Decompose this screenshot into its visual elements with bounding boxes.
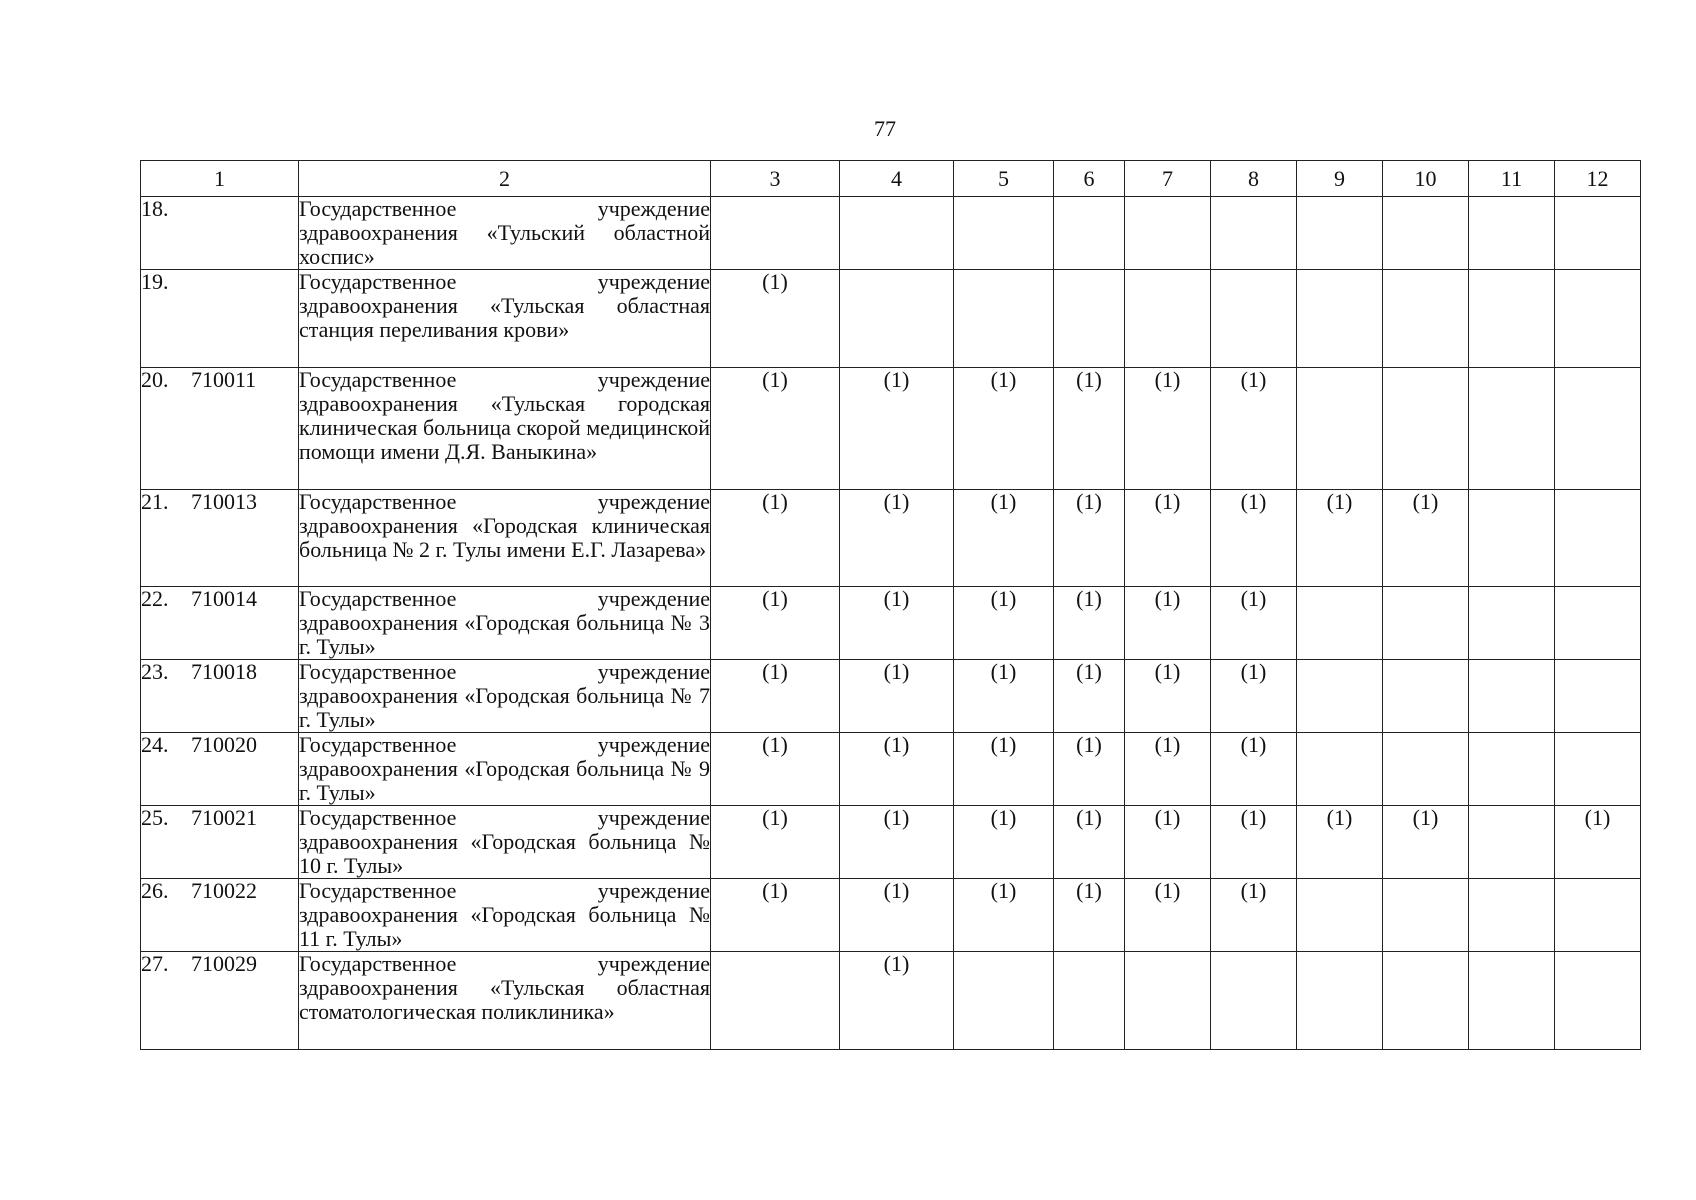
row-number-cell bbox=[141, 806, 299, 879]
institution-code: 710022 bbox=[191, 878, 257, 903]
mark-cell bbox=[1297, 197, 1383, 270]
mark-cell: (1) bbox=[1125, 660, 1211, 733]
mark-cell: (1) bbox=[1383, 490, 1469, 587]
row-number: 23. bbox=[141, 659, 169, 684]
row-number-cell bbox=[141, 490, 299, 587]
mark-cell bbox=[1555, 952, 1641, 1050]
mark-cell bbox=[1469, 368, 1555, 490]
mark-cell: (1) bbox=[840, 368, 954, 490]
table-row bbox=[141, 270, 1641, 368]
mark-cell: (1) bbox=[1054, 806, 1125, 879]
institution-code: 710029 bbox=[191, 951, 257, 976]
row-number-cell bbox=[141, 660, 299, 733]
mark-cell: (1) bbox=[1125, 733, 1211, 806]
mark-cell: (1) bbox=[711, 806, 840, 879]
mark-cell: (1) bbox=[1054, 733, 1125, 806]
mark-cell bbox=[1054, 197, 1125, 270]
column-header: 2 bbox=[299, 161, 711, 197]
row-number: 27. bbox=[141, 951, 169, 976]
mark-cell bbox=[1469, 270, 1555, 368]
row-number-cell bbox=[141, 368, 299, 490]
mark-cell: (1) bbox=[1125, 490, 1211, 587]
institution-name: Государственное учреждение здравоохранения «Городская больница № 9 г. Тулы» bbox=[299, 732, 710, 805]
row-number-cell bbox=[141, 270, 299, 368]
institution-name: Государственное учреждение здравоохранения «Городская больница № 7 г. Тулы» bbox=[299, 659, 710, 732]
mark-cell: (1) bbox=[1125, 587, 1211, 660]
row-number: 18. bbox=[141, 196, 169, 221]
mark-cell bbox=[1383, 587, 1469, 660]
mark-cell: (1) bbox=[711, 879, 840, 952]
mark-cell: (1) bbox=[954, 806, 1054, 879]
mark-cell: (1) bbox=[1211, 806, 1297, 879]
mark-cell bbox=[1297, 660, 1383, 733]
mark-cell bbox=[1297, 952, 1383, 1050]
mark-cell: (1) bbox=[840, 490, 954, 587]
mark-cell bbox=[1125, 197, 1211, 270]
mark-cell: (1) bbox=[1054, 587, 1125, 660]
table-row bbox=[141, 733, 1641, 806]
mark-cell: (1) bbox=[1125, 806, 1211, 879]
mark-cell bbox=[1469, 806, 1555, 879]
mark-cell bbox=[1125, 952, 1211, 1050]
mark-cell bbox=[1555, 368, 1641, 490]
institution-name: Государственное учреждение здравоохранения «Городская больница № 11 г. Тулы» bbox=[299, 878, 710, 951]
mark-cell: (1) bbox=[1054, 490, 1125, 587]
row-number: 22. bbox=[141, 586, 169, 611]
table-row bbox=[141, 660, 1641, 733]
mark-cell: (1) bbox=[1211, 368, 1297, 490]
mark-cell: (1) bbox=[1383, 806, 1469, 879]
institution-name: Государственное учреждение здравоохранения «Тульский областной хоспис» bbox=[299, 196, 710, 269]
mark-cell bbox=[1555, 660, 1641, 733]
mark-cell bbox=[1211, 197, 1297, 270]
institution-name: Государственное учреждение здравоохранения «Городская больница № 3 г. Тулы» bbox=[299, 586, 710, 659]
mark-cell: (1) bbox=[711, 490, 840, 587]
mark-cell: (1) bbox=[1054, 879, 1125, 952]
column-header: 1 bbox=[141, 161, 299, 197]
mark-cell bbox=[1054, 952, 1125, 1050]
table-row bbox=[141, 368, 1641, 490]
mark-cell: (1) bbox=[711, 587, 840, 660]
mark-cell bbox=[1297, 270, 1383, 368]
institution-code: 710013 bbox=[191, 489, 257, 514]
mark-cell: (1) bbox=[840, 660, 954, 733]
mark-cell bbox=[1383, 368, 1469, 490]
column-header: 8 bbox=[1211, 161, 1297, 197]
mark-cell: (1) bbox=[1125, 879, 1211, 952]
mark-cell bbox=[840, 197, 954, 270]
column-header: 5 bbox=[954, 161, 1054, 197]
mark-cell: (1) bbox=[1297, 806, 1383, 879]
mark-cell: (1) bbox=[1297, 490, 1383, 587]
column-header: 11 bbox=[1469, 161, 1555, 197]
mark-cell bbox=[1125, 270, 1211, 368]
mark-cell: (1) bbox=[711, 368, 840, 490]
mark-cell: (1) bbox=[1125, 368, 1211, 490]
mark-cell bbox=[1555, 587, 1641, 660]
institution-code: 710020 bbox=[191, 732, 257, 757]
mark-cell bbox=[1054, 270, 1125, 368]
table-row bbox=[141, 806, 1641, 879]
mark-cell bbox=[954, 197, 1054, 270]
mark-cell bbox=[711, 197, 840, 270]
mark-cell bbox=[1555, 197, 1641, 270]
header-row bbox=[141, 161, 1641, 197]
mark-cell bbox=[1211, 270, 1297, 368]
mark-cell bbox=[1211, 952, 1297, 1050]
mark-cell: (1) bbox=[840, 952, 954, 1050]
mark-cell: (1) bbox=[1054, 368, 1125, 490]
column-header: 7 bbox=[1125, 161, 1211, 197]
institution-code: 710018 bbox=[191, 659, 257, 684]
mark-cell bbox=[1383, 270, 1469, 368]
mark-cell bbox=[954, 270, 1054, 368]
mark-cell: (1) bbox=[1211, 879, 1297, 952]
mark-cell: (1) bbox=[840, 879, 954, 952]
mark-cell: (1) bbox=[954, 879, 1054, 952]
mark-cell bbox=[1469, 733, 1555, 806]
mark-cell bbox=[1555, 733, 1641, 806]
mark-cell bbox=[1469, 879, 1555, 952]
mark-cell: (1) bbox=[1211, 733, 1297, 806]
mark-cell bbox=[1469, 197, 1555, 270]
mark-cell bbox=[1297, 587, 1383, 660]
row-number: 24. bbox=[141, 732, 169, 757]
mark-cell bbox=[1555, 490, 1641, 587]
row-number-cell bbox=[141, 733, 299, 806]
mark-cell bbox=[1383, 197, 1469, 270]
institution-name: Государственное учреждение здравоохранения «Городская клиническая больница № 2 г. Тулы имени Е.Г. Лазарева» bbox=[299, 490, 711, 587]
mark-cell: (1) bbox=[840, 806, 954, 879]
mark-cell: (1) bbox=[1054, 660, 1125, 733]
row-number: 19. bbox=[141, 269, 169, 294]
mark-cell: (1) bbox=[840, 733, 954, 806]
table-body bbox=[141, 197, 1641, 1050]
row-number: 20. bbox=[141, 367, 169, 392]
mark-cell bbox=[954, 952, 1054, 1050]
mark-cell bbox=[1469, 660, 1555, 733]
mark-cell bbox=[1297, 733, 1383, 806]
mark-cell bbox=[711, 952, 840, 1050]
page-number: 77 bbox=[874, 116, 896, 141]
column-header: 10 bbox=[1383, 161, 1469, 197]
table-row bbox=[141, 879, 1641, 952]
column-header: 3 bbox=[711, 161, 840, 197]
mark-cell: (1) bbox=[1211, 660, 1297, 733]
mark-cell: (1) bbox=[1555, 806, 1641, 879]
row-number-cell bbox=[141, 879, 299, 952]
mark-cell: (1) bbox=[954, 490, 1054, 587]
column-header: 4 bbox=[840, 161, 954, 197]
institutions-table bbox=[140, 160, 1641, 1050]
row-number: 25. bbox=[141, 805, 169, 830]
mark-cell bbox=[1297, 879, 1383, 952]
mark-cell: (1) bbox=[711, 270, 840, 368]
mark-cell: (1) bbox=[1211, 490, 1297, 587]
table-row bbox=[141, 490, 1641, 587]
mark-cell bbox=[840, 270, 954, 368]
institution-name: Государственное учреждение здравоохранения «Тульская областная станция переливания крови» bbox=[299, 270, 711, 368]
mark-cell bbox=[1555, 270, 1641, 368]
mark-cell bbox=[1469, 952, 1555, 1050]
institution-name: Государственное учреждение здравоохранения «Городская больница № 10 г. Тулы» bbox=[299, 805, 710, 878]
institution-name: Государственное учреждение здравоохранения «Тульская городская клиническая больница скорой медицинской помощи имени Д.Я. Ваныкина» bbox=[299, 368, 711, 490]
row-number-cell bbox=[141, 587, 299, 660]
mark-cell: (1) bbox=[954, 587, 1054, 660]
column-header: 6 bbox=[1054, 161, 1125, 197]
mark-cell: (1) bbox=[711, 660, 840, 733]
column-header: 12 bbox=[1555, 161, 1641, 197]
mark-cell bbox=[1383, 952, 1469, 1050]
institution-name: Государственное учреждение здравоохранения «Тульская областная стоматологическая поликлиника» bbox=[299, 952, 711, 1050]
mark-cell bbox=[1383, 733, 1469, 806]
table-row bbox=[141, 197, 1641, 270]
mark-cell bbox=[1383, 879, 1469, 952]
row-number-cell bbox=[141, 197, 299, 270]
table-row bbox=[141, 952, 1641, 1050]
mark-cell: (1) bbox=[954, 660, 1054, 733]
mark-cell: (1) bbox=[954, 733, 1054, 806]
mark-cell: (1) bbox=[1211, 587, 1297, 660]
institution-code: 710021 bbox=[191, 805, 257, 830]
row-number: 21. bbox=[141, 489, 169, 514]
row-number: 26. bbox=[141, 878, 169, 903]
mark-cell bbox=[1469, 490, 1555, 587]
column-header: 9 bbox=[1297, 161, 1383, 197]
mark-cell bbox=[1383, 660, 1469, 733]
table-row bbox=[141, 587, 1641, 660]
mark-cell bbox=[1555, 879, 1641, 952]
row-number-cell bbox=[141, 952, 299, 1050]
mark-cell: (1) bbox=[840, 587, 954, 660]
institution-code: 710011 bbox=[191, 367, 257, 392]
institution-code: 710014 bbox=[191, 586, 257, 611]
mark-cell: (1) bbox=[954, 368, 1054, 490]
mark-cell: (1) bbox=[711, 733, 840, 806]
mark-cell bbox=[1297, 368, 1383, 490]
mark-cell bbox=[1469, 587, 1555, 660]
